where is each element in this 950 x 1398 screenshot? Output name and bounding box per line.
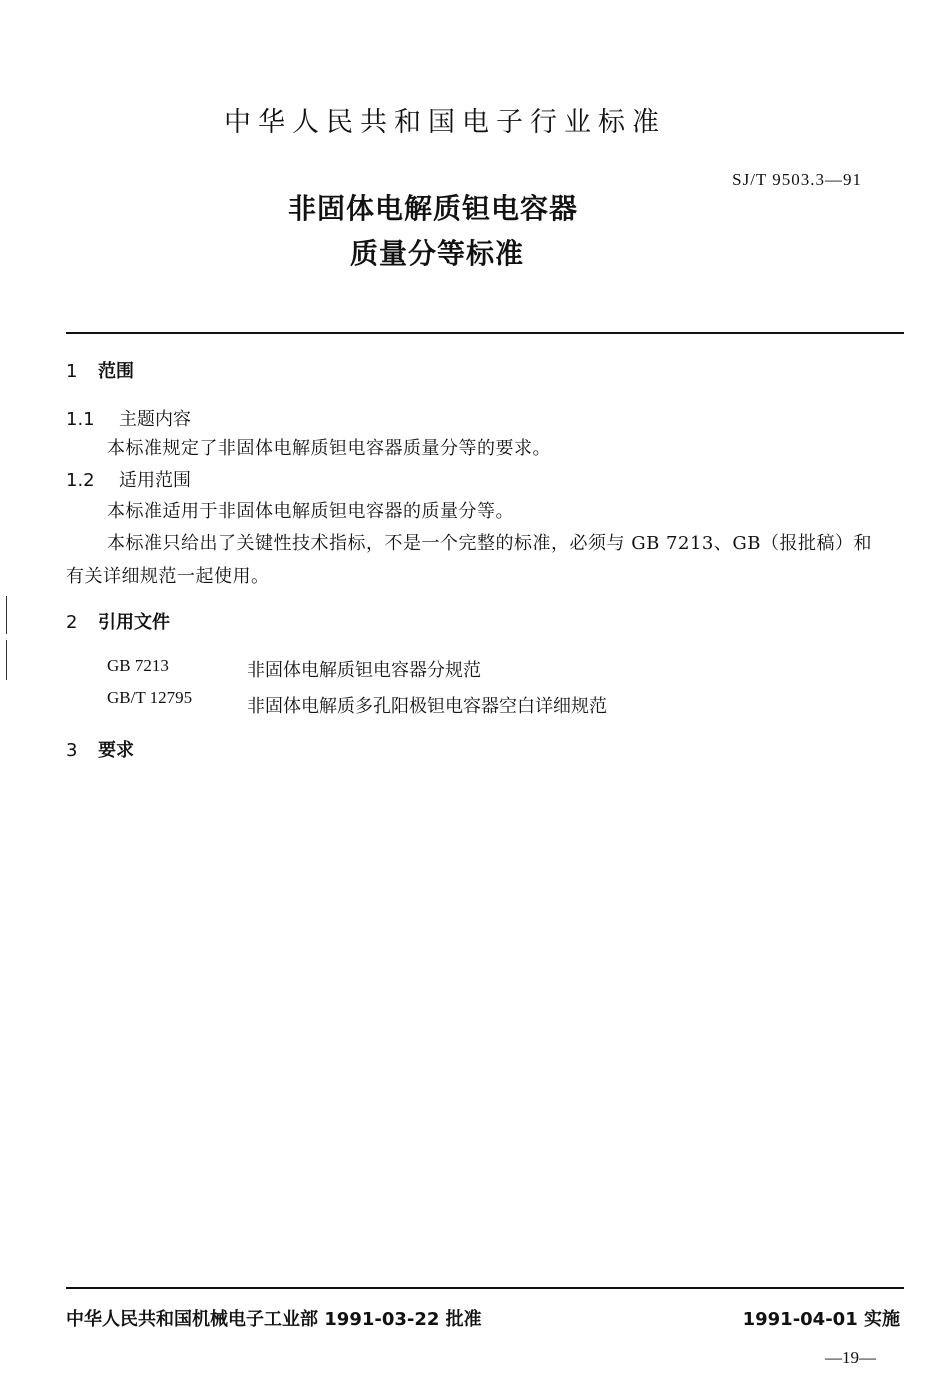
standard-number: SJ/T 9503.3—91 xyxy=(732,170,862,189)
section-number: 1.1 xyxy=(66,409,95,430)
implementation-date: 1991-04-01 实施 xyxy=(742,1309,900,1330)
margin-mark xyxy=(6,596,7,634)
section-1-heading xyxy=(66,357,134,383)
section-number: 1 xyxy=(66,361,78,382)
section-2-heading xyxy=(66,608,170,634)
reference-code: GB 7213 xyxy=(107,656,169,675)
section-title: 主题内容 xyxy=(119,409,191,430)
reference-title: 非固体电解质钽电容器分规范 xyxy=(247,660,481,681)
section-1-1-text: 本标准规定了非固体电解质钽电容器质量分等的要求。 xyxy=(107,438,551,459)
issuing-organization: 中华人民共和国电子行业标准 xyxy=(224,107,666,138)
section-title: 范围 xyxy=(98,361,134,382)
page-number: —19— xyxy=(825,1348,876,1367)
section-title: 要求 xyxy=(98,740,134,761)
reference-code: GB/T 12795 xyxy=(107,688,193,707)
approval-statement: 中华人民共和国机械电子工业部 1991-03-22 批准 xyxy=(66,1309,482,1330)
section-1-2-text-2-line2: 有关详细规范一起使用。 xyxy=(66,566,270,587)
document-title-line2: 质量分等标准 xyxy=(350,237,525,270)
section-1-2-heading xyxy=(66,466,191,492)
section-title: 适用范围 xyxy=(119,470,191,491)
section-3-heading xyxy=(66,736,134,762)
section-1-2-text-1: 本标准适用于非固体电解质钽电容器的质量分等。 xyxy=(107,501,514,522)
section-number: 2 xyxy=(66,612,78,633)
reference-title: 非固体电解质多孔阳极钽电容器空白详细规范 xyxy=(247,696,607,717)
section-number: 1.2 xyxy=(66,470,95,491)
section-1-2-text-2-line1: 本标准只给出了关键性技术指标，不是一个完整的标准，必须与 GB 7213、GB（报批稿）和 xyxy=(107,533,872,554)
section-number: 3 xyxy=(66,740,78,761)
margin-mark xyxy=(6,640,7,680)
section-1-1-heading xyxy=(66,405,191,431)
header-divider xyxy=(66,332,904,334)
document-title-line1: 非固体电解质钽电容器 xyxy=(288,192,579,225)
section-title: 引用文件 xyxy=(98,612,170,633)
footer-divider xyxy=(66,1287,904,1289)
